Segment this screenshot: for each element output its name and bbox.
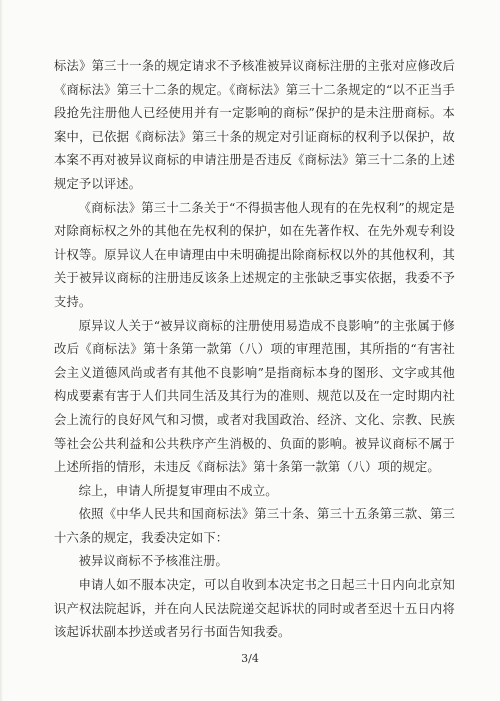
paragraph-appeal-notice: 申请人如不服本决定，可以自收到本决定书之日起三十日内向北京知识产权法院起诉，并在向人民法院递交起诉状的同时或者至迟十五日内将该起诉状副本抄送或者另行书面告知我委。 <box>54 578 455 640</box>
paragraph-conclusion: 综上，申请人所提复审理由不成立。 <box>78 483 278 498</box>
paragraph-continuation: 标法》第三十一条的规定请求不予核准被异议商标注册的主张对应修改后《商标法》第三十二条的规定。《商标法》第三十二条规定的“以不正当手段抢先注册他人已经使用并有一定影响的商标”保护的是未注册商标。本案中，已依据《商标法》第三十条的规定对引证商标的权利予以保护，故本案不再对被异议商标的申请注册是否违反《商标法》第三十二条的上述规定予以评述。 <box>54 59 455 191</box>
page-number: 3/4 <box>241 652 259 665</box>
scan-edge-shadow <box>0 0 3 701</box>
paragraph-adverse-effect: 原异议人关于“被异议商标的注册使用易造成不良影响”的主张属于修改后《商标法》第十条第一款第（八）项的审理范围，其所指的“有害社会主义道德风尚或者有其他不良影响”是指商标本身的图形、文字或其他构成要素有害于人们共同生活及其行为的准则、规范以及在一定时期内社会上流行的良好风气和习惯，或者对我国政治、经济、文化、宗教、民族等社会公共利益和公共秩序产生消极的、负面的影响。被异议商标不属于上述所指的情形，未违反《商标法》第十条第一款第（八）项的规定。 <box>54 318 455 475</box>
paragraph-prior-rights: 《商标法》第三十二条关于“不得损害他人现有的在先权利”的规定是对除商标权之外的其他在先权利的保护，如在先著作权、在先外观专利设计权等。原异议人在申请理由中未明确提出除商标权以外的其他权利，其关于被异议商标的注册违反该条上述规定的主张缺乏事实依据，我委不予支持。 <box>54 200 455 309</box>
paragraph-decision: 被异议商标不予核准注册。 <box>78 554 228 569</box>
paragraph-legal-basis: 依照《中华人民共和国商标法》第三十条、第三十五条第三款、第三十六条的规定，我委决定如下： <box>54 507 455 545</box>
